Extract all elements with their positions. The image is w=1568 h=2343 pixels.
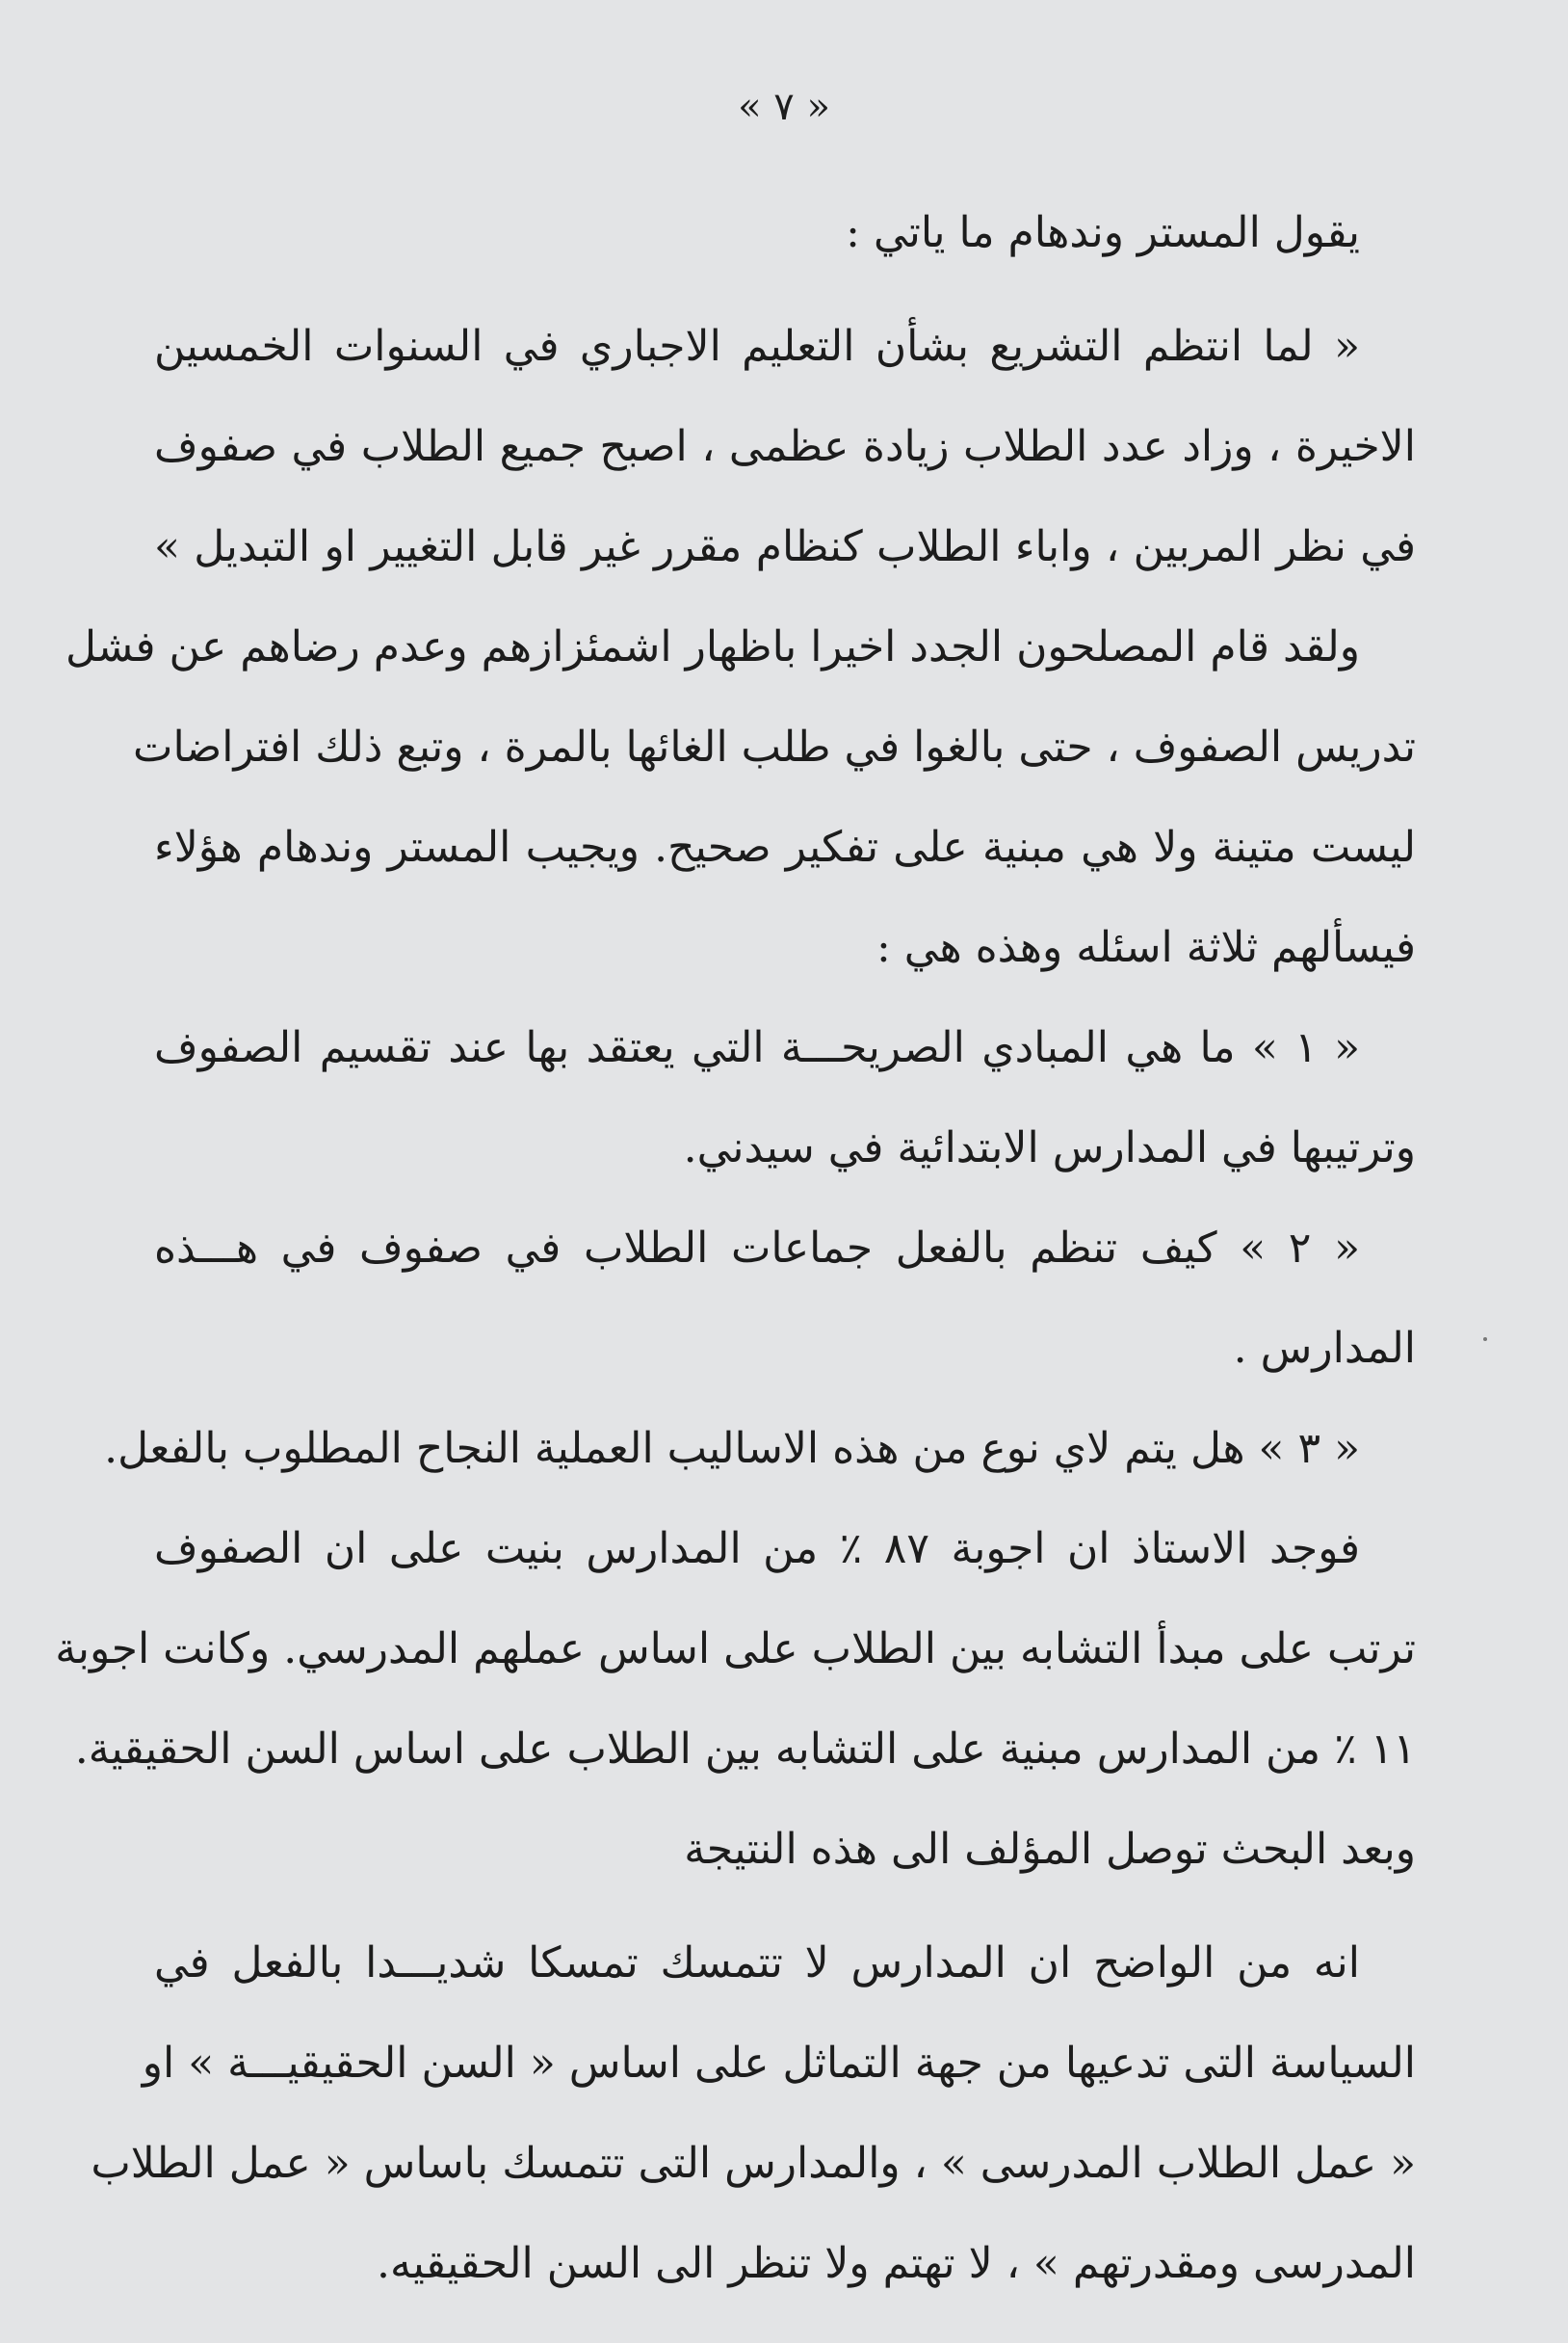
text-line: « عمل الطلاب المدرسى » ، والمدارس التى تتمسك باساس « عمل الطلاب: [91, 2139, 1416, 2188]
text-line: المدرسى ومقدرتهم » ، لا تهتم ولا تنظر الى السن الحقيقيه.: [377, 2239, 1416, 2288]
text-line: يقول المستر وندهام ما ياتي :: [846, 208, 1360, 257]
paper-speck: [1483, 1337, 1487, 1341]
text-line: وبعد البحث توصل المؤلف الى هذه النتيجة: [684, 1825, 1416, 1874]
text-line: « لما انتظم التشريع بشأن التعليم الاجباري في السنوات الخمسين: [154, 322, 1360, 371]
text-line: ترتب على مبدأ التشابه بين الطلاب على اساس عملهم المدرسي. وكانت اجوبة: [55, 1624, 1416, 1673]
text-line: فيسألهم ثلاثة اسئله وهذه هي :: [875, 923, 1416, 972]
text-line: فوجد الاستاذ ان اجوبة ٨٧ ٪ من المدارس بنيت على ان الصفوف: [154, 1524, 1361, 1573]
text-line: في نظر المربين ، واباء الطلاب كنظام مقرر غير قابل التغيير او التبديل »: [154, 522, 1416, 571]
text-line: ليست متينة ولا هي مبنية على تفكير صحيح. ويجيب المستر وندهام هؤلاء: [154, 823, 1416, 872]
text-line: وترتيبها في المدارس الابتدائية في سيدني.: [683, 1123, 1416, 1172]
text-line: المدارس .: [1233, 1324, 1416, 1373]
text-line: « ١ » ما هي المبادي الصريحـــة التي يعتقد بها عند تقسيم الصفوف: [154, 1023, 1360, 1072]
text-line: ١١ ٪ من المدارس مبنية على التشابه بين الطلاب على اساس السن الحقيقية.: [74, 1724, 1416, 1774]
text-line: انه من الواضح ان المدارس لا تتمسك تمسكا شديـــدا بالفعل في: [154, 1938, 1360, 1988]
text-line: « ٢ » كيف تنظم بالفعل جماعات الطلاب في صفوف في هـــذه: [154, 1224, 1360, 1273]
page-number: « ٧ »: [738, 85, 830, 129]
text-line: ولقد قام المصلحون الجدد اخيرا باظهار اشمئزازهم وعدم رضاهم عن فشل: [65, 622, 1360, 671]
body-text: [55, 183, 1416, 2314]
text-line: السياسة التى تدعيها من جهة التماثل على اساس « السن الحقيقيـــة » او: [142, 2039, 1416, 2088]
text-line: تدريس الصفوف ، حتى بالغوا في طلب الغائها بالمرة ، وتبع ذلك افتراضات: [133, 723, 1416, 772]
text-line: « ٣ » هل يتم لاي نوع من هذه الاساليب العملية النجاح المطلوب بالفعل.: [104, 1424, 1360, 1473]
paragraph-gap: [154, 1900, 1416, 1913]
paragraph-gap: [154, 283, 1416, 297]
text-line: الاخيرة ، وزاد عدد الطلاب زيادة عظمى ، اصبح جميع الطلاب في صفوف: [154, 422, 1416, 471]
